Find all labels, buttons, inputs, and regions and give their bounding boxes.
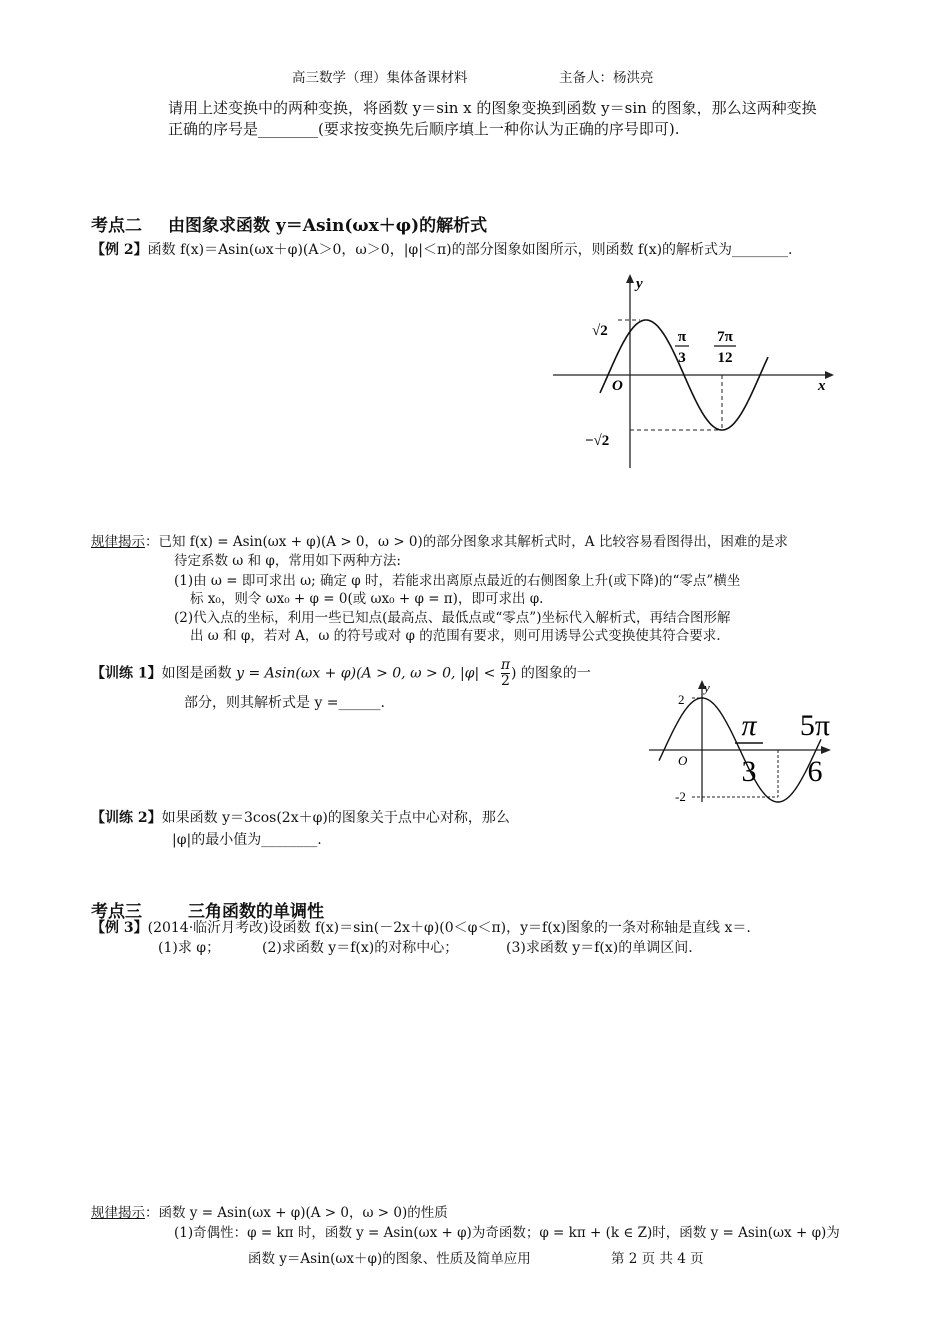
rule2-label: 规律揭示 (91, 1205, 145, 1221)
example2 (91, 239, 793, 259)
graph2-x-arrow-icon (821, 746, 831, 754)
train1-line-1 (91, 658, 591, 689)
header-author: 主备人：杨洪亮 (559, 70, 654, 86)
graph1-top-label: √2 (592, 323, 608, 339)
train1-line-2: 部分，则其解析式是 y =______. (184, 695, 385, 711)
rule2-colon: ： (145, 1205, 159, 1221)
rule1-label: 规律揭示 (91, 534, 145, 550)
train1-text-b: ) 的图象的一 (511, 665, 591, 682)
graph2-mark1-den: 3 (741, 755, 757, 788)
graph2-mark2-num: 5π (799, 709, 831, 742)
train2-text: 如果函数 y＝3cos(2x＋φ)的图象关于点中心对称，那么 (161, 810, 510, 826)
example3-q2: (2)求函数 y＝f(x)的对称中心； (262, 940, 459, 956)
example3-q3: (3)求函数 y＝f(x)的单调区间. (506, 940, 693, 956)
graph1-mark1-num: π (677, 329, 687, 345)
intro-line-1: 请用上述变换中的两种变换，将函数 y＝sin x 的图象变换到函数 y＝sin 的图象，那么这两种变换 (168, 99, 817, 117)
graph1-x-label: x (818, 378, 826, 394)
example2-text: 函数 f(x)＝Asin(ωx＋φ)(A＞0，ω＞0，|φ|＜π)的部分图象如图所示，则函数 f(x)的解析式为________. (147, 242, 793, 258)
rule1-colon: ： (145, 534, 159, 550)
train1-text-a: 如图是函数 (161, 665, 232, 682)
example3-tag: 【例 3】 (91, 920, 148, 936)
graph1-y-label: y (636, 276, 643, 292)
rule2-line-1 (91, 1201, 448, 1221)
train1-frac-num: π (500, 657, 511, 673)
train1-formula: y = Asin(ωx + φ)(A > 0, ω > 0, |φ| < (236, 665, 496, 682)
intro-line-2: 正确的序号是________(要求按变换先后顺序填上一种你认为正确的序号即可). (168, 120, 680, 138)
graph2-y-label: y (704, 680, 710, 695)
rule1-line-3: (1)由 ω = 即可求出 ω; 确定 φ 时，若能求出离原点最近的右侧图象上升(或下降)的“零点”横坐 (174, 573, 741, 589)
graph1-mark2-den: 12 (717, 350, 733, 366)
section2-label: 考点二 (91, 216, 142, 236)
graph1-bottom-label: −√2 (585, 433, 610, 449)
graph-1 (548, 268, 848, 473)
train2-line-2: |φ|的最小值为________. (172, 832, 322, 848)
graph-2 (645, 676, 840, 806)
train2-line-1 (91, 807, 510, 827)
graph2-mark2-den: 6 (807, 755, 823, 788)
rule1-line-2: 待定系数 ω 和 φ，常用如下两种方法: (174, 553, 401, 569)
example3-line-1 (91, 917, 751, 937)
train1-frac-den: 2 (500, 673, 510, 689)
footer-page: 第 2 页 共 4 页 (611, 1251, 704, 1267)
graph2-bottom-label: -2 (675, 789, 686, 804)
graph1-mark2-num: 7π (717, 329, 733, 345)
graph1-y-arrow-icon (626, 274, 634, 283)
section3-title: 三角函数的单调性 (188, 902, 324, 922)
train2-tag: 【训练 2】 (91, 810, 162, 826)
example3-q1: (1)求 φ； (158, 940, 221, 956)
rule1-line-5: (2)代入点的坐标，利用一些已知点(最高点、最低点或“零点”)坐标代入解析式，再结合图形解 (174, 610, 731, 626)
footer-title: 函数 y＝Asin(ωx＋φ)的图象、性质及简单应用 (248, 1251, 531, 1267)
rule1-line-1 (91, 530, 788, 550)
rule2-line-2: (1)奇偶性：φ = kπ 时，函数 y = Asin(ωx + φ)为奇函数；φ = kπ + (k ∈ Z)时，函数 y = Asin(ωx + φ)为 (174, 1225, 840, 1241)
graph1-x-arrow-icon (825, 371, 834, 379)
rule2-text-1: 函数 y = Asin(ωx + φ)(A > 0，ω > 0)的性质 (158, 1205, 448, 1221)
train1-tag: 【训练 1】 (91, 665, 162, 682)
graph1-mark1-den: 3 (678, 350, 686, 366)
section3-label: 考点三 (91, 902, 142, 922)
rule1-line-6: 出 ω 和 φ，若对 A，ω 的符号或对 φ 的范围有要求，则可用诱导公式变换使其符合要求. (190, 628, 721, 644)
graph2-top-label: 2 (678, 692, 685, 707)
example2-tag: 【例 2】 (91, 242, 148, 258)
train1-fraction (501, 658, 510, 689)
header-title: 高三数学（理）集体备课材料 (292, 70, 468, 86)
example3-text: (2014·临沂月考改)设函数 f(x)＝sin(－2x＋φ)(0＜φ＜π)，y＝f(x)图象的一条对称轴是直线 x＝. (147, 920, 751, 936)
graph1-origin: O (612, 378, 623, 394)
rule1-line-4: 标 x₀，则令 ωx₀ + φ = 0(或 ωx₀ + φ = π)，即可求出 φ. (190, 591, 544, 607)
graph2-mark1-num: π (741, 709, 757, 742)
rule1-text-1: 已知 f(x) = Asin(ωx + φ)(A > 0，ω > 0)的部分图象求其解析式时，A 比较容易看图得出，困难的是求 (158, 534, 788, 550)
graph2-origin: O (678, 753, 688, 768)
section2-title: 由图象求函数 y＝Asin(ωx＋φ)的解析式 (168, 216, 488, 236)
